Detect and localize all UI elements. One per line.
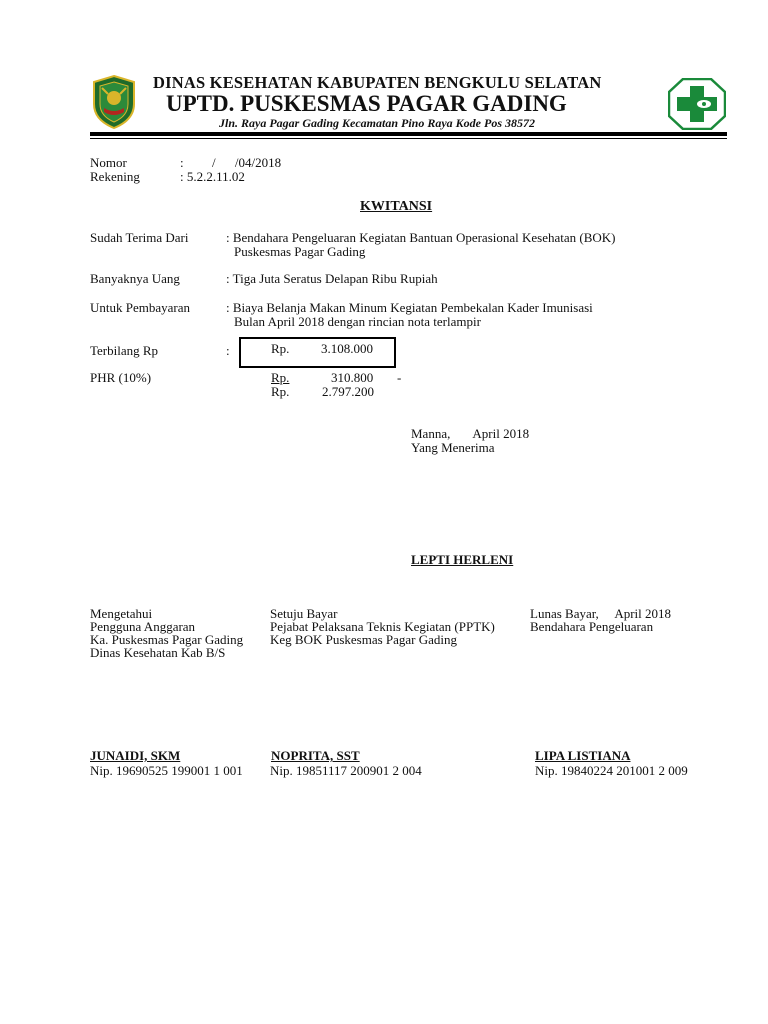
sig3-line1: Lunas Bayar, April 2018 — [530, 606, 672, 621]
nomor-label: Nomor — [90, 155, 127, 170]
nomor-colon: : — [180, 155, 184, 170]
amount-words-value: : Tiga Juta Seratus Delapan Ribu Rupiah — [226, 271, 438, 286]
rekening-label: Rekening — [90, 169, 140, 184]
sig2-line1: Setuju Bayar — [270, 606, 338, 621]
institution-name: UPTD. PUSKESMAS PAGAR GADING — [166, 91, 567, 116]
puskesmas-cross-icon — [668, 78, 726, 130]
tax-amount: 310.800 — [331, 370, 374, 385]
regency-crest-icon — [90, 74, 138, 130]
sig2-line3: Keg BOK Puskesmas Pagar Gading — [270, 632, 458, 647]
amount-words-label: Banyaknya Uang — [90, 271, 180, 286]
sig3-line2: Bendahara Pengeluaran — [530, 619, 654, 634]
sig3-name: LIPA LISTIANA — [535, 748, 631, 763]
sig1-line4: Dinas Kesehatan Kab B/S — [90, 645, 226, 660]
header-rule-thick — [90, 132, 727, 136]
sig2-nip: Nip. 19851117 200901 2 004 — [270, 763, 422, 778]
receiver-name: LEPTI HERLENI — [411, 552, 514, 567]
received-from-value-2: Puskesmas Pagar Gading — [234, 244, 366, 259]
sig1-name: JUNAIDI, SKM — [90, 748, 181, 763]
received-from-label: Sudah Terima Dari — [90, 230, 189, 245]
institution-address: Jln. Raya Pagar Gading Kecamatan Pino Raya Kode Pos 38572 — [219, 116, 536, 130]
receiver-role: Yang Menerima — [411, 440, 495, 455]
document-title: KWITANSI — [360, 199, 433, 214]
sig1-line3: Ka. Puskesmas Pagar Gading — [90, 632, 244, 647]
gross-amount: 3.108.000 — [321, 341, 373, 356]
net-amount: 2.797.200 — [322, 384, 374, 399]
tax-currency: Rp. — [271, 370, 290, 385]
sig1-nip: Nip. 19690525 199001 1 001 — [90, 763, 243, 778]
nomor-value: / /04/2018 — [212, 155, 282, 170]
gross-currency: Rp. — [271, 341, 290, 356]
sig1-line1: Mengetahui — [90, 606, 153, 621]
purpose-label: Untuk Pembayaran — [90, 300, 191, 315]
sig3-nip: Nip. 19840224 201001 2 009 — [535, 763, 688, 778]
tax-row — [271, 371, 385, 385]
purpose-value-2: Bulan April 2018 dengan rincian nota terlampir — [234, 314, 481, 329]
tax-label: PHR (10%) — [90, 370, 152, 385]
header-rule-thin — [90, 138, 727, 139]
purpose-value: : Biaya Belanja Makan Minum Kegiatan Pembekalan Kader Imunisasi — [226, 300, 593, 315]
agency-name: DINAS KESEHATAN KABUPATEN BENGKULU SELATAN — [153, 73, 602, 92]
sig1-line2: Pengguna Anggaran — [90, 619, 196, 634]
tax-minus: - — [397, 370, 402, 385]
received-from-value: : Bendahara Pengeluaran Kegiatan Bantuan Operasional Kesehatan (BOK) — [226, 230, 616, 245]
terbilang-colon: : — [226, 343, 230, 358]
terbilang-label: Terbilang Rp — [90, 343, 159, 358]
sig2-line2: Pejabat Pelaksana Teknis Kegiatan (PPTK) — [270, 619, 495, 634]
receiver-place-date: Manna, April 2018 — [411, 426, 530, 441]
rekening-value: : 5.2.2.11.02 — [180, 169, 245, 184]
sig2-name: NOPRITA, SST — [271, 748, 360, 763]
net-currency: Rp. — [271, 384, 290, 399]
